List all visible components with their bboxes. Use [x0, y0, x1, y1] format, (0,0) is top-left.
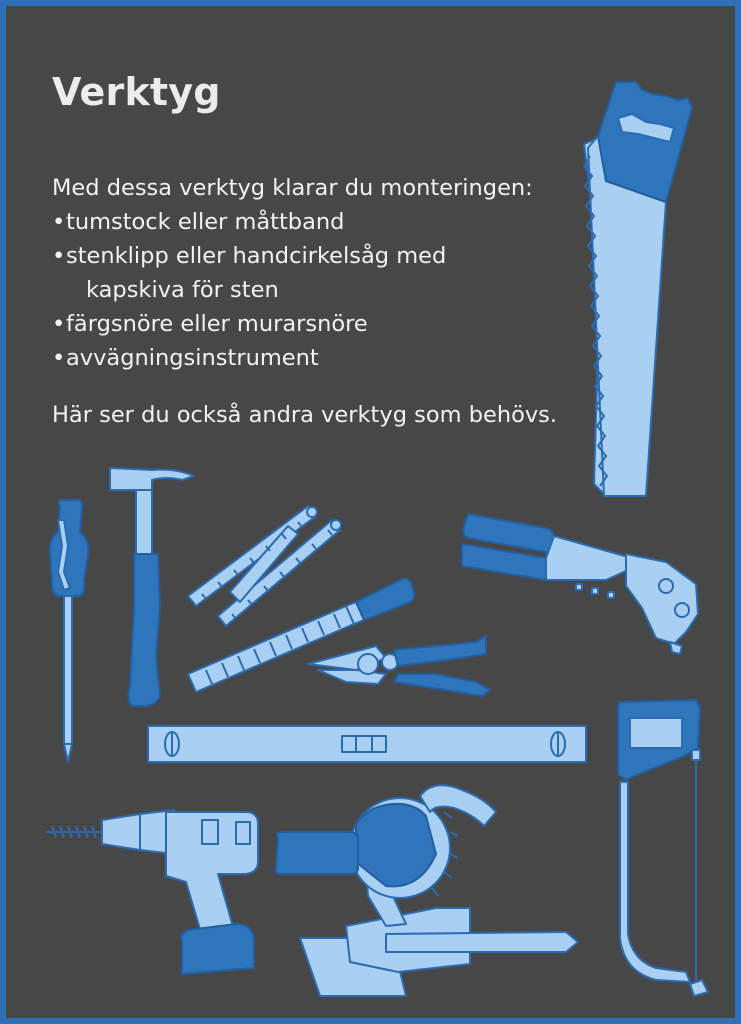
tin-snips-icon: [308, 636, 490, 696]
intro-text: Med dessa verktyg klarar du monteringen:: [52, 175, 533, 201]
cordless-drill-icon: [46, 810, 258, 974]
handsaw-icon: [584, 82, 692, 496]
hacksaw-icon: [618, 700, 708, 996]
folding-ruler-icon: [188, 506, 341, 626]
list-item: • avvägningsinstrument: [52, 341, 533, 375]
list-item: • stenklipp eller handcirkelsåg med kapskiva för sten: [52, 239, 533, 307]
screwdriver-icon: [50, 500, 89, 762]
list-item-continuation: kapskiva för sten: [86, 277, 279, 303]
poster: [6, 6, 735, 1018]
page-title: Verktyg: [52, 70, 221, 114]
spirit-level-icon: [148, 726, 586, 762]
miter-saw-icon: [276, 785, 578, 996]
list-item: • tumstock eller måttband: [52, 205, 533, 239]
hammer-icon: [110, 468, 194, 706]
outro-text: Här ser du också andra verktyg som behövs.: [52, 402, 558, 428]
tools-illustration: [6, 6, 735, 1018]
list-item: • färgsnöre eller murarsnöre: [52, 307, 533, 341]
rivet-gun-icon: [462, 514, 698, 654]
